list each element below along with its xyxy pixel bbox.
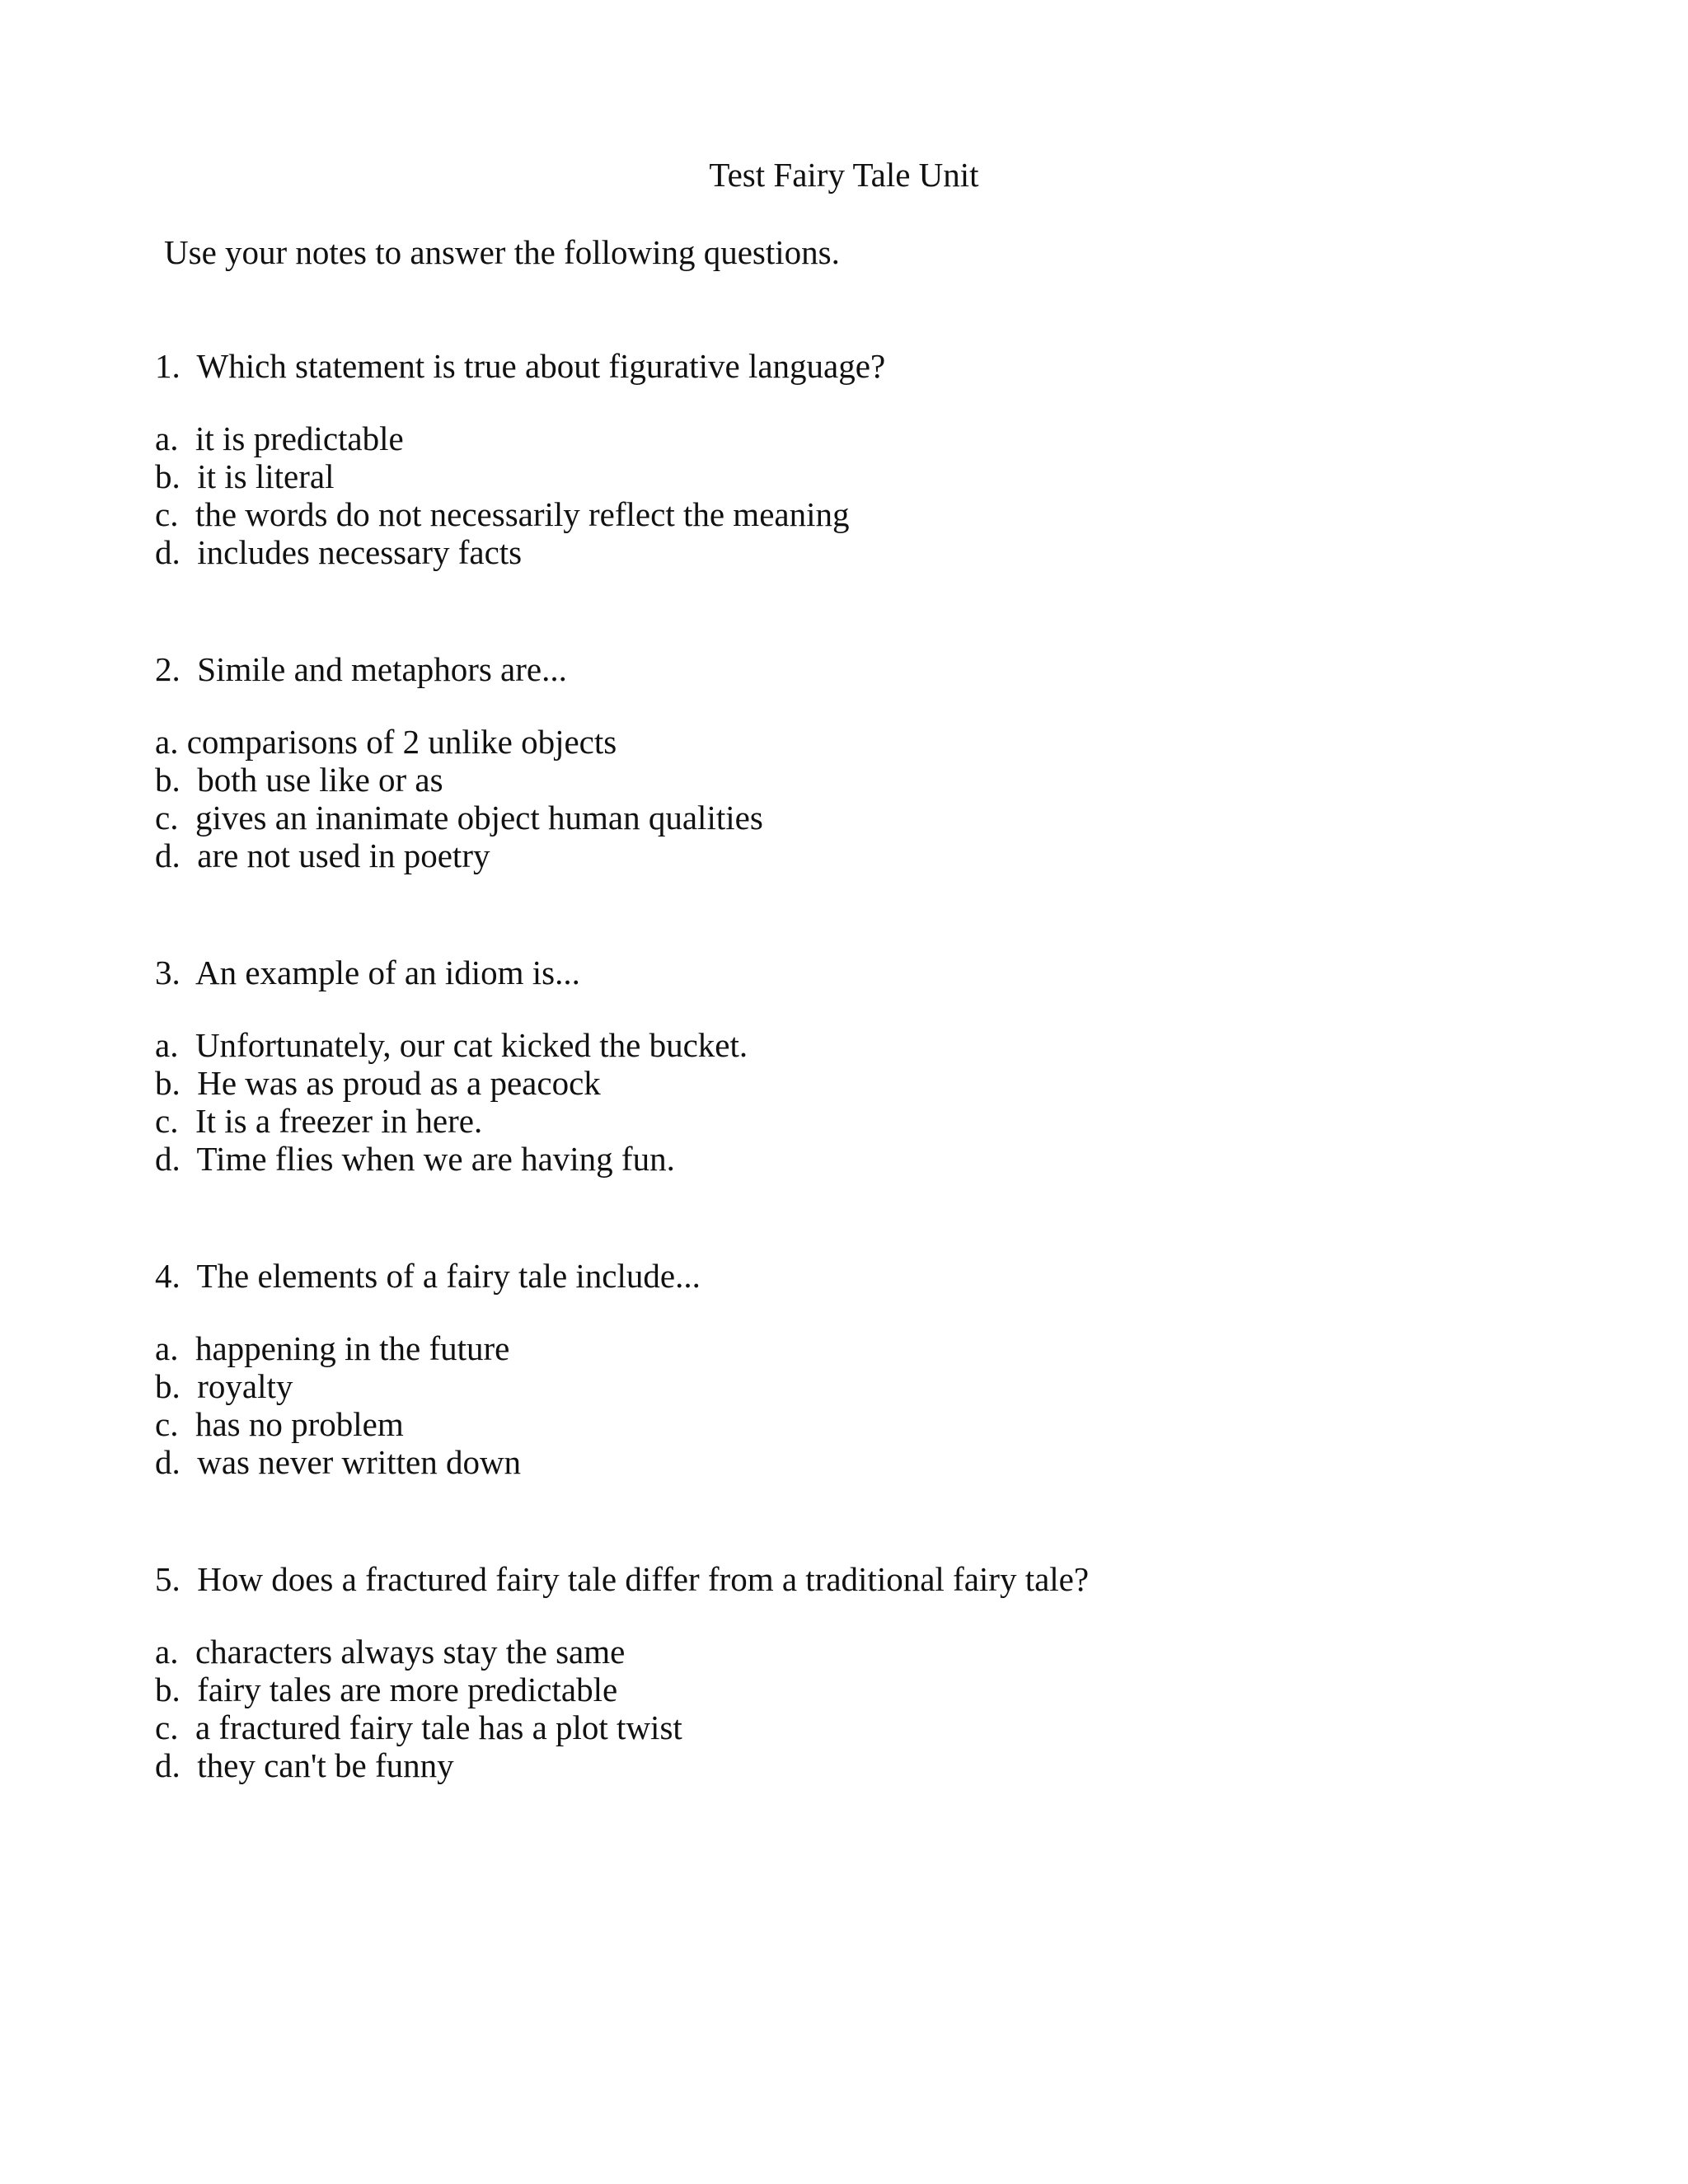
answer-option-d: d. they can't be funny (155, 1746, 454, 1784)
question-prompt: 3. An example of an idiom is... (155, 954, 580, 991)
answer-options (155, 1633, 1639, 1784)
answer-options (155, 1026, 1639, 1178)
answer-options (155, 419, 1639, 571)
answer-options (155, 723, 1639, 874)
question-prompt: 2. Simile and metaphors are... (155, 650, 567, 688)
answer-option-c: c. It is a freezer in here. (155, 1102, 483, 1140)
question-2 (155, 649, 1639, 874)
answer-option-a: a. characters always stay the same (155, 1633, 626, 1671)
answer-option-d: d. Time flies when we are having fun. (155, 1140, 675, 1178)
question-4 (155, 1256, 1639, 1481)
answer-option-d: d. includes necessary facts (155, 533, 523, 571)
question-1 (155, 346, 1639, 571)
answer-option-b: b. it is literal (155, 457, 335, 495)
answer-option-b: b. royalty (155, 1367, 293, 1405)
question-prompt: 4. The elements of a fairy tale include... (155, 1257, 701, 1295)
answer-option-d: d. was never written down (155, 1443, 522, 1481)
question-3 (155, 953, 1639, 1178)
answer-option-b: b. He was as proud as a peacock (155, 1064, 601, 1102)
question-prompt: 1. Which statement is true about figurative language? (155, 347, 886, 385)
answer-option-b: b. both use like or as (155, 761, 443, 799)
answer-option-a: a. Unfortunately, our cat kicked the bucket. (155, 1026, 748, 1064)
page-title: Test Fairy Tale Unit (709, 156, 979, 194)
answer-option-a: a. it is predictable (155, 419, 404, 457)
answer-option-d: d. are not used in poetry (155, 837, 490, 874)
answer-option-a: a. happening in the future (155, 1329, 510, 1367)
answer-option-c: c. the words do not necessarily reflect the meaning (155, 495, 850, 533)
answer-options (155, 1329, 1639, 1481)
answer-option-c: c. has no problem (155, 1405, 404, 1443)
instructions-text: Use your notes to answer the following questions. (164, 233, 840, 271)
answer-option-c: c. gives an inanimate object human qualities (155, 799, 763, 837)
question-5 (155, 1559, 1639, 1784)
answer-option-b: b. fairy tales are more predictable (155, 1671, 618, 1708)
answer-option-a: a. comparisons of 2 unlike objects (155, 723, 617, 761)
answer-option-c: c. a fractured fairy tale has a plot twist (155, 1708, 682, 1746)
question-prompt: 5. How does a fractured fairy tale differ from a traditional fairy tale? (155, 1560, 1090, 1598)
